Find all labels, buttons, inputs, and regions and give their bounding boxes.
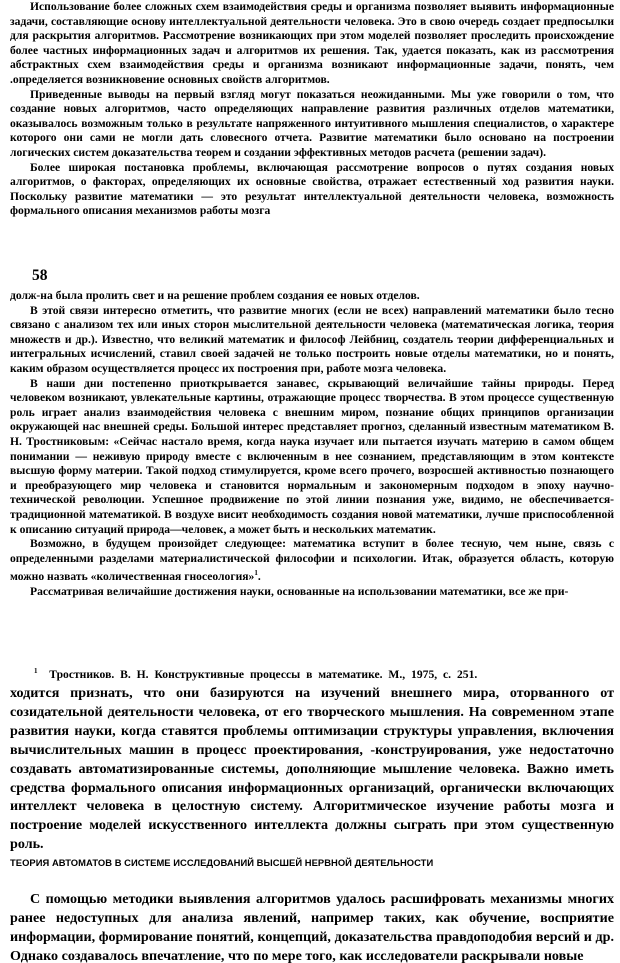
text-block-bottom	[10, 890, 614, 963]
section-heading: ТЕОРИЯ АВТОМАТОВ В СИСТЕМЕ ИССЛЕДОВАНИЙ ВЫСШЕЙ НЕРВНОЙ ДЕЯТЕЛЬНОСТИ	[10, 857, 434, 868]
paragraph-continuation: ходится признать, что они базируются на изучений внешнего мира, оторванного от созидательной деятельности человека, от его творческого мышления. На современном этапе развития науки, когда ставятся проблемы оптимизации структуры управления, включения вычислительных машин в процесс проектирования, -конструирования, уже недостаточно создавать автоматизированные системы, дополняющие мышление человека. Важно иметь средства формального описания информационных организаций, органически включающих интеллект человека в целостную систему. Алгоритмическое изучение работы мозга и построение моделей искусственного интеллекта должны сыграть при этом существенную роль.	[10, 685, 614, 853]
paragraph: Более широкая постановка проблемы, включающая рассмотрение вопросов о путях создания новых алгоритмов, о факторах, определяющих их основные свойства, отражает естественный ход развития науки. Поскольку развитие математики — это результат интеллектуальной деятельности человека, возможность формального описания механизмов работы мозга	[10, 160, 614, 218]
paragraph-text: Возможно, в будущем произойдет следующее: математика вступит в более тесную, чем ныне, связь с определенными разделами материалистической философии и психологии. Итак, образуется область, которую можно назвать «количественная гносеология»	[10, 537, 614, 584]
paragraph: Возможно, в будущем произойдет следующее: математика вступит в более тесную, чем ныне, связь с определенными разделами материалистической философии и психологии. Итак, образуется область, которую можно назвать «количественная гносеология»$^1$.	[10, 537, 614, 584]
footnote-marker: 1	[34, 667, 38, 675]
paragraph: Приведенные выводы на первый взгляд могут показаться неожиданными. Мы уже говорили о том, что создание новых алгоритмов, часто определяющих направление развития различных отделов математики, оказывалось возможным только в результате напряженного интуитивного мышления специалистов, о характере которого они сами не могли дать словесного отчета. Развитие математики было основано на построении логических систем доказательства теорем и создании эффективных методов расчета (решении задач).	[10, 87, 614, 159]
text-block-middle	[10, 289, 614, 599]
paragraph: В этой связи интересно отметить, что развитие многих (если не всех) направлений математики было тесно связано с анализом тех или иных сторон мыслительной деятельности человека (математическая логика, теория множеств и др.). Известно, что великий математик и философ Лейбниц, создатель теории дифференциальных и интегральных исчислений, ставил своей задачей не только построить новые отделы математики, но и понять, каким образом осуществляется процесс их построения при, работе мозга человека.	[10, 303, 614, 375]
paragraph: В наши дни постепенно приоткрывается занавес, скрывающий величайшие тайны природы. Перед человеком возникают, увлекательные картины, отражающие процесс творчества. В этом процессе существенную роль играет анализ взаимодействия человека с внешним миром, познание общих принципов организации окружающей нас внешней среды. Большой интерес представляет прогноз, сделанный известным математиком В. Н. Тростниковым: «Сейчас настало время, когда наука изучает или пытается изучать материю в самом общем понимании — неживую природу вместе с включенным в нее сознанием, представляющим в этом контексте высшую форму материи. Такой подход стимулируется, кроме всего прочего, возросшей активностью познающего и преобразующего мир человека и становится нормальным и закономерным подходом в эпоху научно-технической революции. Успешное продвижение по этой линии познания уже, видимо, не обеспечивается- традиционной математикой. В воздухе висит необходимость создания новой математики, лучше приспособленной к описанию ситуаций природа—человек, а может быть и нескольких математик.	[10, 376, 614, 536]
footnote-text: Тростников. В. Н. Конструктивные процессы в математике. М., 1975, с. 251.	[49, 667, 478, 681]
footnote	[34, 667, 594, 681]
paragraph-continuation: долж-на была пролить свет и на решение проблем создания ее новых отделов.	[10, 289, 420, 302]
paragraph: Рассматривая величайшие достижения науки, основанные на использовании математики, все же при-	[30, 584, 569, 598]
text-block-top	[10, 0, 614, 219]
paragraph: С помощью методики выявления алгоритмов удалось расшифровать механизмы многих ранее недоступных для анализа явлений, например таких, как обучение, восприятие информации, формирование понятий, концепций, доказательства правдоподобия версий и др. Однако создавалось впечатление, что по мере того, как исследователи раскрывали новые	[10, 891, 614, 963]
text-block-lower	[10, 684, 614, 854]
footnote-reference: 1	[254, 569, 258, 578]
page-number: 58	[32, 267, 48, 284]
paragraph: Использование более сложных схем взаимодействия среды и организма позволяет выявить информационные задачи, составляющие основу интеллектуальной деятельности человека. Это в свою очередь создает предпосылки для раскрытия алгоритмов. Рассмотрение возникающих при этом моделей позволяет проследить происхождение более частных информационных задач и алгоритмов их решения. Так, удается показать, как из рассмотрения абстрактных схем взаимодействия среды и организма возникают информационные задачи, понять, чем .определяется возникновение основных свойств алгоритмов.	[10, 0, 614, 86]
